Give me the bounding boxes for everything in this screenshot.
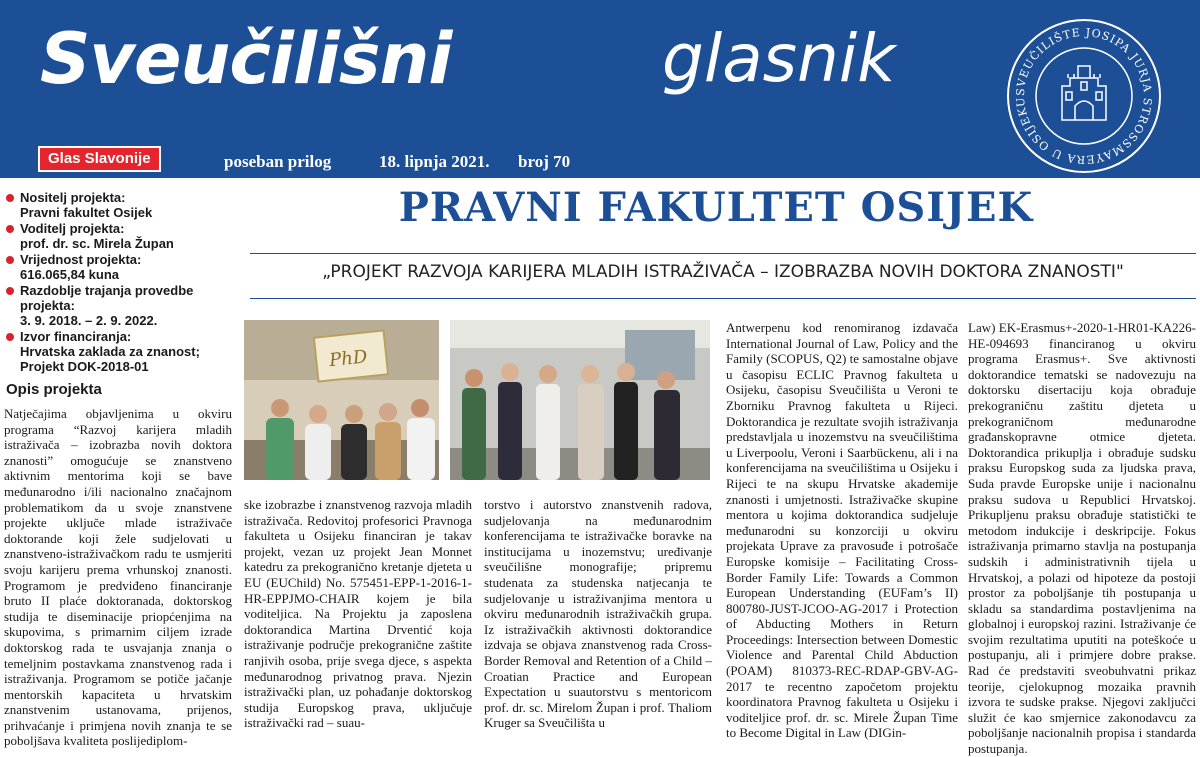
masthead-title-light: glasnik [662, 20, 896, 97]
article-subtitle: „PROJEKT RAZVOJA KARIJERA MLADIH ISTRAŽIVAČA – IZOBRAZBA NOVIH DOKTORA ZNANOSTI" [322, 262, 1124, 282]
info-value: prof. dr. sc. Mirela Župan [20, 236, 174, 251]
divider [250, 298, 1196, 299]
publisher-badge: Glas Slavonije [38, 146, 161, 172]
photo-group [450, 320, 710, 480]
svg-text:SVEUČILIŠTE JOSIPA JURJA STROS [1014, 26, 1154, 166]
info-label: Voditelj projekta: [20, 221, 125, 236]
photo-team [244, 320, 439, 480]
article-column-4: Antwerpenu kod renomiranog izdavača International Journal of Law, Policy and the Family (SCOPUS, Q2) te samostalne objave u časopisu ECLIC Pravnog fakulteta u Osijeku, časopisu Sveučilišta u Veroni te Zborniku Pravnog fakulteta u Rijeci. Doktorandica je rezultate svojih istraživanja predstavljala u inozemstvu na sveučilištima u Liverpoolu, Veroni i Saarbückenu, ali i na konferencijama na sveučilištima u Osijeku i Rijeci te na skupu Hrvatske akademije znanosti i umjetnosti. Istraživačke skupine mentora u kojima doktorandica sudjeluje međunarodni su konzorciji u okviru projekata Uprave za pravosuđe i potrošače Europske komisije – Facilitating Cross-Border Family Life: Towards a Common European Understanding (EUFam’s II) 800780-JUST-JCOO-AG-2017 i Protection of Abducting Mothers in Return Proceedings: Intersection between Domestic Violence and Parental Child Abduction (POAM) 810373-REC-RDAP-GBV-AG-2017 te recentno započetom projektu koordinatora Pravnog fakulteta u Osijeku i voditeljice prof. dr. sc. Mirele Župan Time to Become Digital in Law (DIGin- [726, 320, 958, 741]
info-value: Hrvatska zaklada za znanost; Projekt DOK-2018-01 [20, 344, 200, 374]
page-title: PRAVNI FAKULTET OSIJEK [398, 184, 1034, 231]
masthead-title-bold: Sveučilišni [40, 18, 452, 100]
supplement-label: poseban prilog [224, 152, 332, 171]
university-seal-icon [1004, 16, 1164, 176]
section-heading: Opis projekta [6, 381, 102, 398]
issue-date: 18. lipnja 2021. [379, 152, 490, 171]
info-label: Vrijednost projekta: [20, 252, 142, 267]
seal-text: SVEUČILIŠTE JOSIPA JURJA STROSSMAYERA U OSIJEKU [1013, 25, 1155, 167]
bullet-icon [6, 287, 14, 295]
info-item-value [6, 252, 238, 282]
info-item-leader [6, 221, 238, 251]
info-item-duration [6, 283, 238, 328]
masthead [0, 0, 1200, 178]
phd-sign-text: PhD [328, 346, 369, 372]
project-info-panel [6, 190, 238, 375]
info-label: Nositelj projekta: [20, 190, 126, 205]
article-column-2: ske izobrazbe i znanstvenog razvoja mladih istraživača. Redovitoj profesorici Pravnoga fakulteta u Osijeku financiran je takav projekt, vezan uz projekt Jean Monnet katedru za prekogranično kretanje djeteta u EU (EUChild) No. 575451-EPP-1-2016-1-HR-EPPJMO-CHAIR kojem je bila voditeljica. Na Projektu ja zaposlena doktorandica Martina Drventić koja istraživanje područje prekogranične zaštite ranjivih osoba, prije svega djece, s aspekta međunarodnog privatnog prava. Njezin istraživački plan, uz pohađanje doktorskog studija Europskog prava, uključuje istraživački rad – suau- [244, 497, 472, 731]
article-column-5: Law) EK-Erasmus+-2020-1-HR01-KA226-HE-094693 financiranog u okviru programa Erasmus+. Sve aktivnosti doktorandice tematski se nadovezuju na doktorsku disertaciju koja obrađuje prekograničnu zaštitu djeteta u prekograničnom međunarodne građanskopravne otmice djeteta. Doktorandica prikuplja i obrađuje sudsku praksu Europskog suda za ljudska prava, Suda pravde Europske unije i nacionalnu praksu sudova u Republici Hrvatskoj. Prikupljenu praksu obrađuje statistički te metodom indukcije i deskripcije. Fokus istraživanja primarno stavlja na postupanja sudskih i administrativnih tijela u Hrvatskoj, a polazi od hipoteze da postoji prostor za poboljšanje tih postupanja u skladu sa standardima postavljenima na globalnoj i europskoj razini. Istraživanje će svojim rezultatima uputiti na poteškoće u postupanju, ali i primjere dobre prakse. Rad će predstaviti sveobuhvatni prikaz teorije, cjelokupnog mozaika pravnih izvora te sudske prakse. Njegovi zaključci služit će kao smjernice zakonodavcu za poboljšanje nacionalnih propisa i standarda postupanja. [968, 320, 1196, 757]
info-item-funding [6, 329, 238, 374]
divider [250, 253, 1196, 254]
bullet-icon [6, 194, 14, 202]
issue-number: broj 70 [518, 152, 571, 171]
info-label: Razdoblje trajanja provedbe projekta: [20, 283, 194, 313]
bullet-icon [6, 333, 14, 341]
article-column-3: torstvo i autorstvo znanstvenih radova, sudjelovanja na međunarodnim konferencijama te istraživačke boravke na institucijama u inozemstvu; uređivanje sveučilišne monografije; pripremu studenata za studenska natjecanja te sudjelovanje u istraživanjima mentora u okviru međunarodnih istraživačkih grupa. Iz istraživačkih aktivnosti doktorandice izdvaja se objava znanstvenog rada Cross-Border Removal and Retention of a Child – Croatian Practice and European Expectation u suautorstvu s mentoricom prof. dr. sc. Mirelom Župan i prof. Thaliom Kruger sa Sveučilišta u [484, 497, 712, 731]
article-column-1: Natječajima objavljenima u okviru programa “Razvoj karijera mladih istraživača – izobrazba novih doktora znanosti” omogućuje se znanstveno aktivnim mentorima koji se bave međunarodno i/ili nacionalno značajnom problematikom da u svoje znanstvene projekte uključe mlade istraživače doktorande koji žele sudjelovati u znanstveno-istraživačkom radu te usmjeriti svoju karijeru prema vrhunskoj znanosti. Programom je predviđeno financiranje bruto II plaće doktoranada, doktorskog studija te diseminacije priopćenjima na skupovima, s primarnim ciljem izrade doktorskog rada te usvajanja znanja o temeljnim postavkama znanstvenog rada i istraživanja. Programom se potiče jačanje mentorskih kapaciteta u hrvatskim znanstvenim ustanovama, prijenos, prihvaćanje i primjena novih znanja te se poboljšava kvaliteta poslijediplom- [4, 406, 232, 749]
info-value: 616.065,84 kuna [20, 267, 120, 282]
info-label: Izvor financiranja: [20, 329, 132, 344]
info-value: 3. 9. 2018. – 2. 9. 2022. [20, 313, 158, 328]
info-item-holder [6, 190, 238, 220]
info-value: Pravni fakultet Osijek [20, 205, 153, 220]
bullet-icon [6, 256, 14, 264]
bullet-icon [6, 225, 14, 233]
